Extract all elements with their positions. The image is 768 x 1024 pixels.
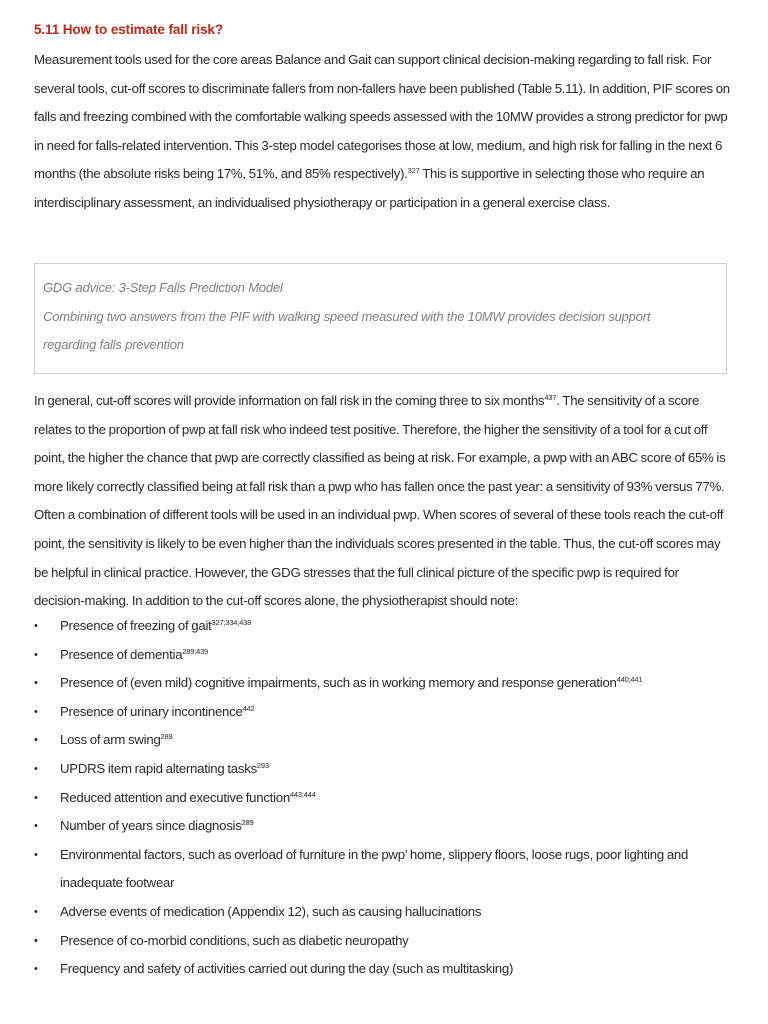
list-item (34, 612, 730, 641)
section-title: 5.11 How to estimate fall risk? (34, 22, 223, 37)
list-item-text: Adverse events of medication (Appendix 12), such as causing hallucinations (60, 903, 482, 919)
bullet-icon: • (34, 963, 38, 976)
gdg-advice-box (34, 263, 727, 374)
bullet-icon: • (34, 620, 38, 632)
citation-ref: 327;334;438 (211, 618, 252, 627)
list-item (34, 698, 730, 727)
intro-text: Measurement tools used for the core areas Balance and Gait can support clinical decision-making regarding to fall risk. For several tools, cut-off scores to discriminate fallers from non-fallers have been published (Table 5.11). In addition, PIF scores on falls and freezing combined with the comfortable walking speeds assessed with the 10MW provides a strong predictor for pwp in need for falls-related intervention. This 3-step model categorises those at low, medium, and high risk for falling in the next 6 months (the absolute risks being 17%, 51%, and 85% respectively). (34, 52, 730, 182)
bullet-icon: • (34, 905, 38, 918)
advice-title: GDG advice: 3-Step Falls Prediction Model (43, 280, 283, 295)
citation-ref: 289;439 (182, 646, 209, 656)
advice-line-1: Combining two answers from the PIF with walking speed measured with the 10MW provides decision support (43, 308, 651, 324)
citation-ref: 442 (242, 703, 255, 713)
citation-ref: 440;441 (616, 675, 643, 685)
risk-factor-list (34, 612, 730, 984)
advice-line-2: regarding falls prevention (43, 337, 184, 352)
cut-off-text-continued: . The sensitivity of a score relates to the proportion of pwp at fall risk who indeed test positive. Therefore, the higher the sensitivity of a tool for a cut off point, the higher the chance that pwp are correctly classified as being at risk. For example, a pwp with an ABC score of 65% is more likely correctly classified being at fall risk than a pwp who has fallen once the past year: a sensitivity of 93% versus 77%. Often a combination of different tools will be used in an individual pwp. When scores of several of these tools reach the cut-off point, the sensitivity is likely to be even higher than the individuals scores presented in the table. Thus, the cut-off scores may be helpful in clinical practice. However, the GDG stresses that the full clinical picture of the specific pwp is required for decision-making. In addition to the cut-off scores alone, the physiotherapist should note: (34, 393, 726, 609)
list-item (34, 669, 730, 698)
list-item (34, 898, 730, 927)
intro-text-continued: This is supportive in selecting those who require an interdisciplinary assessment, an individualised physiotherapy or participation in a general exercise class. (34, 166, 705, 210)
list-item-text: Presence of freezing of gait (60, 618, 212, 633)
bullet-icon: • (34, 848, 38, 861)
citation-ref: 437 (544, 393, 557, 402)
list-item (34, 927, 730, 956)
bullet-icon: • (34, 648, 38, 661)
list-item (34, 841, 730, 898)
list-item-text: Frequency and safety of activities carried out during the day (such as multitasking) (60, 961, 514, 977)
list-item (34, 812, 730, 841)
list-item-text: Environmental factors, such as overload of furniture in the pwp’ home, slippery floors, loose rugs, poor lighting and inadequate footwear (60, 846, 689, 891)
bullet-icon: • (34, 762, 38, 775)
intro-paragraph (34, 46, 730, 218)
bullet-icon: • (34, 734, 38, 747)
citation-ref: 443;444 (289, 789, 316, 799)
citation-ref: 289 (241, 818, 254, 828)
list-item-text: Presence of co-morbid conditions, such as diabetic neuropathy (60, 932, 409, 948)
citation-ref: 327 (407, 166, 420, 176)
advice-content (43, 274, 650, 360)
bullet-icon: • (34, 791, 38, 804)
list-item (34, 641, 730, 670)
list-item-text: Number of years since diagnosis (60, 818, 242, 834)
list-item-text: Presence of urinary incontinence (60, 703, 243, 719)
citation-ref: 293 (256, 760, 269, 770)
list-item-text: UPDRS item rapid alternating tasks (60, 760, 257, 776)
bullet-icon: • (34, 677, 38, 690)
bullet-icon: • (34, 705, 38, 718)
list-item-text: Presence of dementia (60, 646, 183, 662)
cut-off-paragraph (34, 387, 730, 616)
list-item-text: Reduced attention and executive function (60, 789, 290, 805)
cut-off-text: In general, cut-off scores will provide information on fall risk in the coming three to six months (34, 393, 545, 408)
list-item (34, 726, 730, 755)
list-item (34, 784, 730, 813)
bullet-icon: • (34, 934, 38, 947)
list-item-text: Presence of (even mild) cognitive impairments, such as in working memory and response generation (60, 675, 617, 691)
list-item (34, 755, 730, 784)
citation-ref: 289 (160, 732, 173, 742)
list-item-text: Loss of arm swing (60, 732, 161, 748)
list-item (34, 955, 730, 984)
bullet-icon: • (34, 820, 38, 833)
